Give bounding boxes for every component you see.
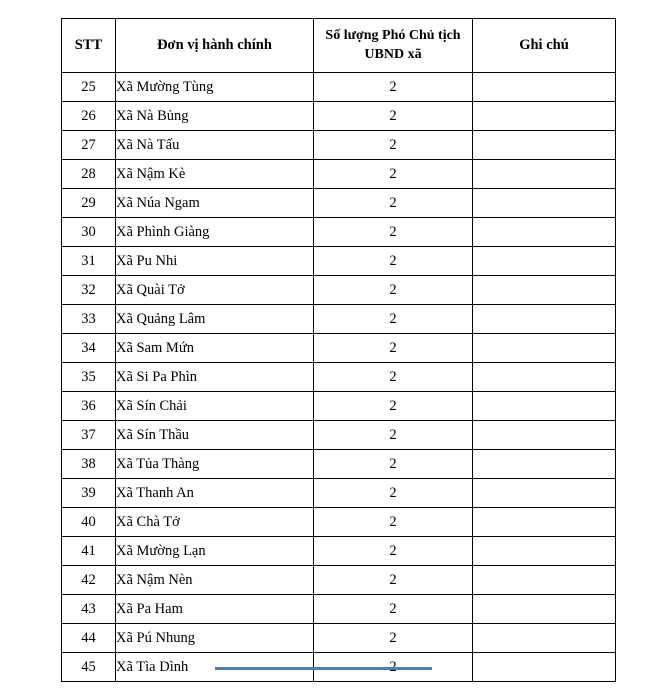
cell-vice-chairman-count: 2 — [314, 624, 473, 653]
cell-note — [473, 334, 616, 363]
cell-administrative-unit: Xã Sín Chải — [116, 392, 314, 421]
cell-stt: 31 — [62, 247, 116, 276]
cell-administrative-unit: Xã Mường Tùng — [116, 73, 314, 102]
cell-administrative-unit: Xã Nậm Kè — [116, 160, 314, 189]
cell-stt: 27 — [62, 131, 116, 160]
cell-vice-chairman-count: 2 — [314, 305, 473, 334]
table-body — [62, 73, 616, 682]
column-header-note: Ghi chú — [473, 19, 616, 73]
cell-vice-chairman-count: 2 — [314, 334, 473, 363]
cell-stt: 45 — [62, 653, 116, 682]
cell-note — [473, 450, 616, 479]
cell-stt: 43 — [62, 595, 116, 624]
cell-administrative-unit: Xã Mường Lạn — [116, 537, 314, 566]
table-row — [62, 189, 616, 218]
table-row — [62, 160, 616, 189]
column-header-administrative-unit: Đơn vị hành chính — [116, 19, 314, 73]
table-row — [62, 73, 616, 102]
cell-note — [473, 305, 616, 334]
cell-administrative-unit: Xã Quài Tở — [116, 276, 314, 305]
cell-vice-chairman-count: 2 — [314, 479, 473, 508]
cell-stt: 29 — [62, 189, 116, 218]
table-row — [62, 131, 616, 160]
cell-vice-chairman-count: 2 — [314, 247, 473, 276]
cell-vice-chairman-count: 2 — [314, 363, 473, 392]
cell-stt: 44 — [62, 624, 116, 653]
cell-stt: 42 — [62, 566, 116, 595]
cell-administrative-unit: Xã Nà Tấu — [116, 131, 314, 160]
cell-vice-chairman-count: 2 — [314, 189, 473, 218]
cell-note — [473, 537, 616, 566]
cell-vice-chairman-count: 2 — [314, 392, 473, 421]
cell-vice-chairman-count: 2 — [314, 218, 473, 247]
column-header-vice-chairman-count-line1: Số lượng Phó Chủ tịch — [325, 28, 461, 44]
cell-stt: 38 — [62, 450, 116, 479]
cell-vice-chairman-count: 2 — [314, 421, 473, 450]
cell-vice-chairman-count: 2 — [314, 276, 473, 305]
cell-vice-chairman-count: 2 — [314, 160, 473, 189]
table-row — [62, 392, 616, 421]
cell-stt: 34 — [62, 334, 116, 363]
table-row — [62, 305, 616, 334]
cell-administrative-unit: Xã Núa Ngam — [116, 189, 314, 218]
table-header-row — [62, 19, 616, 73]
cell-vice-chairman-count: 2 — [314, 131, 473, 160]
cell-note — [473, 247, 616, 276]
cell-administrative-unit: Xã Pu Nhi — [116, 247, 314, 276]
cell-stt: 40 — [62, 508, 116, 537]
cell-note — [473, 653, 616, 682]
administrative-units-table — [61, 18, 616, 682]
table-row — [62, 363, 616, 392]
table-row — [62, 450, 616, 479]
cell-note — [473, 508, 616, 537]
administrative-units-table-container — [61, 18, 615, 682]
cell-note — [473, 595, 616, 624]
cell-administrative-unit: Xã Sín Thầu — [116, 421, 314, 450]
cell-note — [473, 131, 616, 160]
table-row — [62, 102, 616, 131]
cell-note — [473, 624, 616, 653]
cell-note — [473, 102, 616, 131]
cell-note — [473, 218, 616, 247]
table-row — [62, 421, 616, 450]
cell-note — [473, 276, 616, 305]
cell-vice-chairman-count: 2 — [314, 537, 473, 566]
table-row — [62, 334, 616, 363]
column-header-vice-chairman-count-line2: UBND xã — [364, 46, 422, 62]
cell-administrative-unit: Xã Sam Mứn — [116, 334, 314, 363]
column-header-vice-chairman-count — [314, 19, 473, 73]
cell-stt: 30 — [62, 218, 116, 247]
cell-administrative-unit: Xã Quảng Lâm — [116, 305, 314, 334]
table-row — [62, 595, 616, 624]
table-header — [62, 19, 616, 73]
text-selection-underline — [215, 667, 432, 670]
cell-note — [473, 160, 616, 189]
cell-administrative-unit: Xã Tủa Thàng — [116, 450, 314, 479]
cell-note — [473, 566, 616, 595]
cell-stt: 37 — [62, 421, 116, 450]
cell-stt: 32 — [62, 276, 116, 305]
table-row — [62, 624, 616, 653]
cell-administrative-unit: Xã Nà Bủng — [116, 102, 314, 131]
cell-vice-chairman-count: 2 — [314, 102, 473, 131]
cell-note — [473, 392, 616, 421]
cell-stt: 26 — [62, 102, 116, 131]
cell-vice-chairman-count: 2 — [314, 566, 473, 595]
cell-vice-chairman-count: 2 — [314, 450, 473, 479]
cell-note — [473, 363, 616, 392]
table-row — [62, 276, 616, 305]
table-row — [62, 218, 616, 247]
table-row — [62, 247, 616, 276]
cell-administrative-unit: Xã Pa Ham — [116, 595, 314, 624]
table-row — [62, 508, 616, 537]
cell-stt: 35 — [62, 363, 116, 392]
cell-vice-chairman-count: 2 — [314, 508, 473, 537]
cell-note — [473, 73, 616, 102]
cell-stt: 36 — [62, 392, 116, 421]
cell-stt: 39 — [62, 479, 116, 508]
cell-administrative-unit: Xã Si Pa Phìn — [116, 363, 314, 392]
table-row — [62, 566, 616, 595]
cell-administrative-unit: Xã Phình Giàng — [116, 218, 314, 247]
cell-stt: 28 — [62, 160, 116, 189]
cell-stt: 41 — [62, 537, 116, 566]
cell-vice-chairman-count: 2 — [314, 595, 473, 624]
cell-note — [473, 479, 616, 508]
cell-administrative-unit: Xã Pú Nhung — [116, 624, 314, 653]
cell-vice-chairman-count: 2 — [314, 73, 473, 102]
cell-stt: 33 — [62, 305, 116, 334]
table-row — [62, 537, 616, 566]
cell-administrative-unit: Xã Tìa Dình — [116, 653, 314, 682]
cell-stt: 25 — [62, 73, 116, 102]
cell-administrative-unit: Xã Chà Tở — [116, 508, 314, 537]
cell-note — [473, 421, 616, 450]
cell-administrative-unit: Xã Thanh An — [116, 479, 314, 508]
cell-note — [473, 189, 616, 218]
table-row — [62, 479, 616, 508]
column-header-stt: STT — [62, 19, 116, 73]
cell-administrative-unit: Xã Nậm Nèn — [116, 566, 314, 595]
